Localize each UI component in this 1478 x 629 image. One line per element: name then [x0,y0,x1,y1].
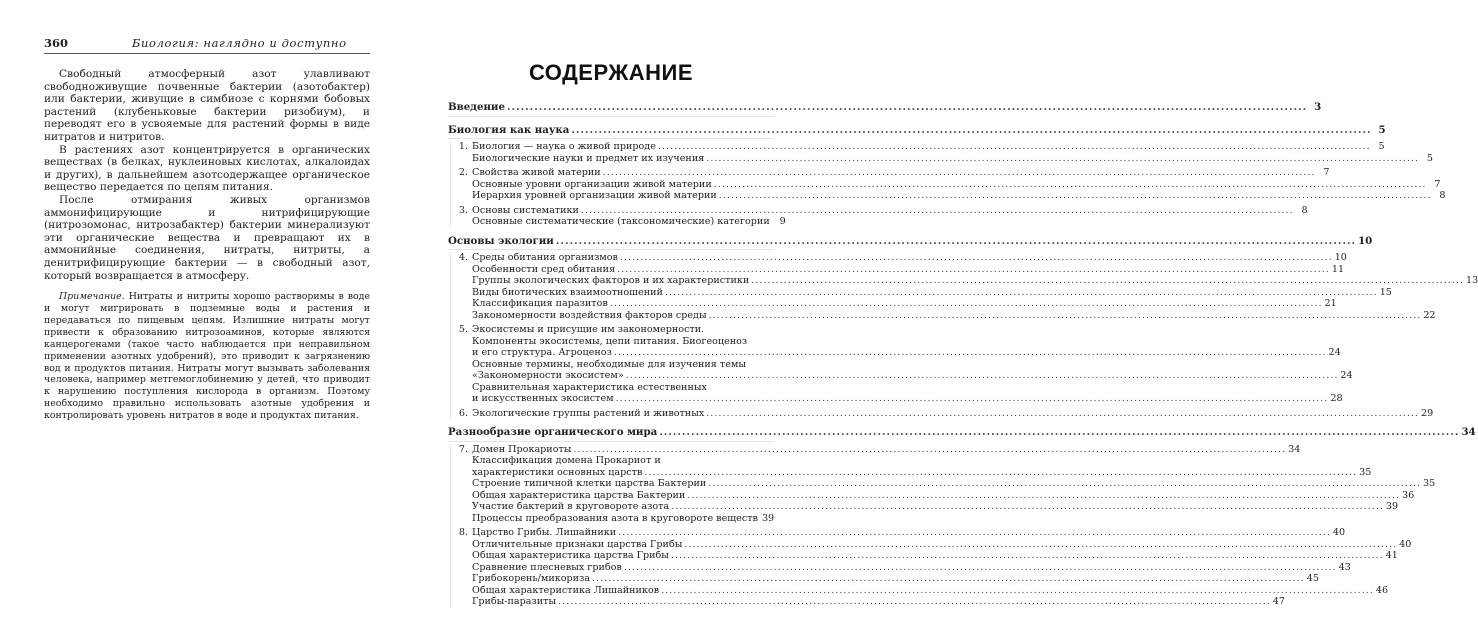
entry-page: 28 [1330,393,1343,404]
entry-page: 36 [1402,489,1415,501]
chapter-number: 6. [458,407,468,419]
entry-last-line [472,370,1353,382]
entry-page: 10 [1334,252,1347,263]
entry-label: Основы экологии [448,234,554,247]
entry-label: Иерархия уровней организации живой материи [472,190,717,201]
toc-section [448,426,1476,608]
chapter-number: 2. [458,167,468,178]
entry-label: Биология как наука [448,123,570,136]
leader-dots [706,153,1419,165]
entry-page: 11 [1331,263,1345,275]
left-page [44,36,370,422]
toc-entry-subitem[interactable] [451,573,1319,585]
toc-entry-chapter[interactable] [451,141,1385,153]
chapter-number: 4. [458,252,468,263]
toc-entry-subitem[interactable] [451,152,1434,165]
chapter-list [450,443,1436,608]
toc-entry-chapter[interactable] [451,527,1346,539]
toc-entry-subitem[interactable] [451,455,1372,478]
toc-entry-subitem[interactable] [451,216,786,228]
entry-page: 43 [1338,561,1351,573]
entry-label-line: Основные термины, необходимые для изучения темы [472,358,746,370]
entry-page: 7 [1323,167,1330,178]
toc-entry-subitem[interactable] [451,381,1343,405]
entry-label: Среды обитания организмов [472,252,618,263]
entry-label: Грибы-паразиты [472,596,557,607]
entry-label: Строение типичной клетки царства Бактерии [472,478,707,489]
toc-entry-subitem[interactable] [451,584,1389,597]
entry-page: 3 [1314,101,1322,113]
entry-page: 8 [1301,204,1308,216]
entry-page: 34 [1288,443,1301,455]
chapter-list [450,252,1478,419]
leader-dots [751,275,1464,287]
entry-page: 47 [1272,596,1286,607]
toc-section [448,123,1446,228]
toc-entry-chapter[interactable] [451,252,1347,264]
entry-label: Закономерности воздействия факторов среды [472,309,707,321]
entry-page: 8 [1439,190,1446,201]
note [44,291,370,422]
leader-dots [661,585,1374,597]
entry-label: Сравнение плесневых грибов [472,561,622,573]
paragraph: Свободный атмосферный азот улавливают свободноживущие почвенные бактерии (азотобактер) или бактерии, живущие в симбиозе с корнями бобовых растений (клубеньковые бактерии ризобиум), и переводят его в усвояемые для растений формы в виде нитратов и нитритов. [44,68,370,143]
entry-label: Общая характеристика Лишайников [472,584,660,596]
entry-label-line: Компоненты экосистемы, цепи питания. Биогеоценоз [472,335,748,347]
leader-dots [581,205,1294,217]
leader-dots [714,179,1427,191]
toc-entry-subitem[interactable] [451,263,1345,276]
toc-entry-subitem[interactable] [451,309,1436,322]
toc-chapter [451,324,1353,405]
toc-entry-subitem[interactable] [451,275,1478,287]
entry-label-line: Классификация домена Прокариот и [472,455,661,466]
toc-entry-subitem[interactable] [451,596,1286,608]
entry-page: 40 [1399,538,1412,550]
leader-dots [618,527,1331,539]
entry-page: 5 [1426,152,1434,164]
toc-entry-subitem[interactable] [451,358,1353,382]
toc-chapter [451,252,1478,321]
entry-page: 9 [779,216,786,227]
entry-label: Домен Прокариоты [472,443,572,455]
entry-last-line [472,347,1341,359]
toc-entry-chapter[interactable] [451,324,1341,359]
entry-page: 24 [1328,347,1341,358]
entry-label: Классификация паразитов [472,298,608,309]
entry-last-line [472,466,1372,479]
entry-label: Царство Грибы. Лишайники [472,527,617,538]
toc-entry-subitem[interactable] [451,478,1436,490]
entry-label-line: Сравнительная характеристика естественных [472,381,707,393]
toc-section [448,234,1478,420]
entry-page: 21 [1324,298,1337,309]
toc-entry-section[interactable] [448,123,1386,140]
toc-entry-subitem[interactable] [451,538,1412,551]
entry-label-line: характеристики основных царств [472,466,643,478]
entry-page: 46 [1375,584,1389,596]
chapter-number: 3. [458,204,468,216]
running-head [44,36,370,54]
leader-dots [592,573,1305,585]
entry-label: Виды биотических взаимоотношений [472,286,663,298]
entry-page: 15 [1379,286,1392,298]
leader-dots [709,310,1422,322]
toc-section [448,101,1322,117]
note-text: Нитраты и нитриты хорошо растворимы в воде и могут мигрировать в подземные воды и растения и передаваться по пищевым цепям. Излишние нитраты могут привести к образованию нитрозоаминов, которые являются канцерогенами (такое часто наблюдается при неправильном применении азотных удобрений), это приводит к загрязнению вод и продуктов питания. Нитраты могут вызывать заболевания человека, например метгемоглобинемию у детей, что приводит к нарушению поступления кислорода в организм. Поэтому необходимо правильно использовать азотные удобрения и контролировать уровень нитратов в воде и продуктах питания. [44,291,370,422]
leader-dots [571,125,1371,137]
entry-label: Экологические группы растений и животных [472,407,705,419]
leader-dots [706,408,1419,420]
toc-entry-chapter[interactable] [451,407,1434,420]
chapter-list [450,141,1446,228]
leader-dots [573,444,1286,456]
leader-dots [507,102,1307,114]
chapter-number: 7. [458,443,468,455]
running-title: Биология: наглядно и доступно [132,36,347,50]
leader-dots [624,562,1337,574]
entry-label-line: «Закономерности экосистем» [472,370,624,381]
paragraph: В растениях азот концентрируется в органических веществах (в белках, нуклеиновых кислотах, алкалоидах и других), в дальнейшем азотсодержащее органическое вещество передается по цепям питания. [44,143,370,194]
entry-page: 24 [1340,370,1353,381]
leader-dots [603,167,1316,179]
note-label: Примечание. [59,291,125,303]
leader-dots [687,490,1400,502]
body-text [44,68,370,282]
entry-label: Свойства живой материи [472,167,601,178]
leader-dots [719,190,1432,202]
toc-chapter [451,527,1412,608]
table-of-contents [448,101,1478,608]
toc-chapter [451,204,1308,228]
entry-label-line: и его структура. Агроценоз [472,347,612,358]
leader-dots [671,550,1384,562]
entry-label: Основные уровни организации живой материи [472,178,712,190]
toc-entry-chapter[interactable] [451,204,1308,217]
leader-dots [556,236,1356,248]
entry-label: Участие бактерий в круговороте азота [472,501,670,512]
leader-dots [659,427,1459,439]
entry-page: 5 [1378,141,1385,152]
chapter-number: 8. [458,527,468,538]
toc-entry-subitem[interactable] [451,489,1415,502]
toc-entry-section[interactable] [448,234,1373,251]
toc-entry-subitem[interactable] [451,550,1398,562]
toc-entry-subitem[interactable] [451,561,1351,574]
entry-page: 35 [1359,466,1372,478]
entry-label: Введение [448,101,505,113]
entry-page: 34 [1461,426,1476,438]
entry-label: Грибокорень/микориза [472,573,590,584]
entry-page: 45 [1306,573,1319,584]
entry-page: 5 [1378,123,1386,136]
leader-dots [708,478,1421,490]
leader-dots [671,501,1384,513]
entry-label: Отличительные признаки царства Грибы [472,538,683,550]
toc-entry-section[interactable] [448,426,1476,442]
toc-entry-subitem[interactable] [451,298,1337,310]
toc-entry-chapter[interactable] [451,167,1330,179]
leader-dots [614,347,1327,359]
entry-page: 7 [1434,178,1441,190]
paragraph: После отмирания живых организмов аммонифицирующие и нитрифицирующие (нитрозомонас, нитрозабактер) бактерии минерализуют эти органические вещества и превращают их в аммонийные соединения, нитраты, нитриты, а денитрифицирующие бактерии — в свободный азот, который возвращается в атмосферу. [44,193,370,282]
toc-title: СОДЕРЖАНИЕ [528,60,694,85]
entry-label: Особенности сред обитания [472,263,616,275]
toc-entry-subitem[interactable] [451,501,1399,513]
toc-chapter [451,443,1436,525]
leader-dots [684,539,1397,551]
toc-chapter [451,167,1446,202]
entry-page: 29 [1420,407,1434,419]
entry-label: Основные систематические (таксономические) категории [472,216,770,227]
toc-entry-chapter[interactable] [451,443,1301,456]
toc-chapter [451,141,1434,164]
entry-label: Биология — наука о живой природе [472,141,656,152]
entry-page: 41 [1385,550,1398,561]
leader-dots [616,393,1329,405]
leader-dots [665,287,1378,299]
entry-body [472,324,1341,359]
entry-label: Биологические науки и предмет их изучения [472,152,705,164]
leader-dots [658,141,1371,153]
entry-page: 10 [1358,234,1373,247]
entry-label-line: и искусственных экосистем [472,393,614,404]
entry-page: 22 [1423,309,1436,321]
entry-page: 39 [1385,501,1399,512]
entry-page: 39 [761,512,775,524]
page-number: 360 [44,36,69,50]
entry-label: Группы экологических факторов и их характеристики [472,275,750,286]
entry-page: 35 [1423,478,1436,489]
entry-label: Разнообразие органического мира [448,426,658,438]
entry-page: 13 [1465,275,1478,286]
leader-dots [620,252,1333,264]
leader-dots [617,264,1330,276]
toc-entry-subitem[interactable] [451,190,1446,202]
chapter-number: 1. [458,141,468,152]
toc-entry-subitem[interactable] [451,513,774,525]
toc-entry-section[interactable] [448,101,1322,117]
entry-label: Основы систематики [472,204,579,216]
right-page [448,60,1478,616]
entry-label: Общая характеристика царства Грибы [472,550,669,561]
chapter-number: 5. [458,324,468,335]
entry-label-line: Экосистемы и присущие им закономерности. [472,324,705,335]
entry-label: Процессы преобразования азота в круговороте веществ [472,512,758,524]
toc-chapter [451,407,1434,420]
leader-dots [626,370,1339,382]
entry-last-line [472,393,1343,405]
leader-dots [558,596,1271,608]
entry-label: Общая характеристика царства Бактерии [472,489,686,501]
toc-entry-subitem[interactable] [451,178,1441,191]
entry-page: 40 [1332,527,1346,538]
leader-dots [610,298,1323,310]
leader-dots [644,467,1357,479]
toc-entry-subitem[interactable] [451,286,1392,299]
